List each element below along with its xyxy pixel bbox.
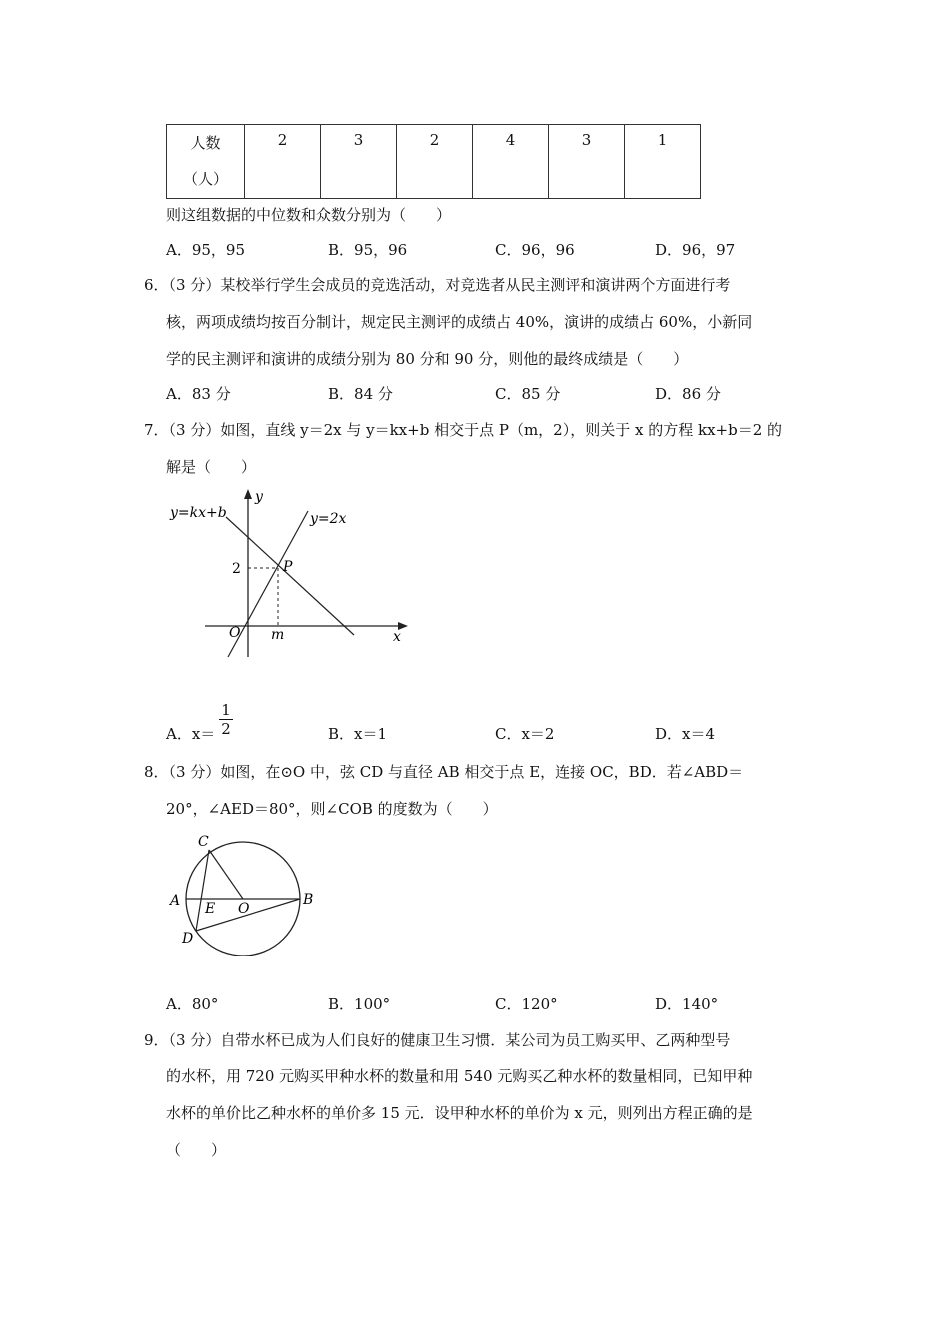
- label-D: D: [182, 931, 194, 947]
- q8-line2: 20°，∠AED＝80°，则∠COB 的度数为（ ）: [166, 800, 498, 818]
- label-m: m: [271, 627, 285, 643]
- label-x: x: [393, 629, 401, 645]
- table-cell: 3: [549, 125, 625, 199]
- q5-option-b: B．95，96: [328, 241, 408, 259]
- q7-line1: 7．（3 分）如图，直线 y＝2x 与 y＝kx+b 相交于点 P（m，2），则关于 x 的方程 kx+b＝2 的: [144, 421, 783, 439]
- y-axis-arrow: [244, 489, 252, 499]
- table-row-header: [167, 125, 245, 199]
- label-A: A: [170, 893, 181, 909]
- q5-option-d: D．96，97: [655, 241, 736, 259]
- q6-option-b: B．84 分: [328, 385, 393, 403]
- q8-circle-figure: [160, 826, 330, 956]
- table-cell: 4: [473, 125, 549, 199]
- label-C: C: [198, 834, 209, 850]
- q7-line-graph: [160, 485, 420, 665]
- q8-line1: 8．（3 分）如图，在⊙O 中，弦 CD 与直径 AB 相交于点 E，连接 OC，BD．若∠ABD＝: [144, 763, 744, 781]
- row-label-line2: （人）: [182, 170, 228, 188]
- q6-line1: 6．（3 分）某校举行学生会成员的竞选活动，对竞选者从民主测评和演讲两个方面进行考: [144, 276, 731, 294]
- q7-option-b: B．x＝1: [328, 725, 388, 743]
- q6-option-d: D．86 分: [655, 385, 721, 403]
- q5-option-a: A．95，95: [166, 241, 246, 259]
- label-y: y: [255, 489, 263, 505]
- q7-option-a-prefix: A．x＝: [166, 725, 216, 743]
- frequency-table: [166, 124, 701, 199]
- label-origin: O: [229, 625, 241, 641]
- label-B: B: [303, 892, 314, 908]
- chord-CD: [196, 850, 209, 931]
- q6-option-a: A．83 分: [166, 385, 231, 403]
- line-y-kx-b: [226, 517, 354, 635]
- q9-line3: 水杯的单价比乙种水杯的单价多 15 元．设甲种水杯的单价为 x 元，则列出方程正确的是: [166, 1104, 753, 1122]
- q9-line1: 9．（3 分）自带水杯已成为人们良好的健康卫生习惯．某公司为员工购买甲、乙两种型号: [144, 1031, 731, 1049]
- q8-option-b: B．100°: [328, 995, 391, 1013]
- label-O: O: [238, 901, 250, 917]
- q6-line3: 学的民主测评和演讲的成绩分别为 80 分和 90 分，则他的最终成绩是（ ）: [166, 350, 689, 368]
- table-cell: 3: [321, 125, 397, 199]
- table-row: [167, 125, 701, 199]
- q7-option-a-numerator: 1: [221, 701, 231, 719]
- label-E: E: [205, 901, 216, 917]
- q6-option-c: C．85 分: [495, 385, 561, 403]
- label-2: 2: [232, 561, 241, 577]
- q5-stem: 则这组数据的中位数和众数分别为（ ）: [166, 206, 452, 224]
- q7-option-a-denominator: 2: [221, 720, 231, 738]
- q8-option-d: D．140°: [655, 995, 719, 1013]
- q6-line2: 核，两项成绩均按百分制计，规定民主测评的成绩占 40%，演讲的成绩占 60%，小新同: [166, 313, 753, 331]
- q9-line2: 的水杯，用 720 元购买甲种水杯的数量和用 540 元购买乙种水杯的数量相同，已知甲种: [166, 1067, 753, 1085]
- segment-OC: [209, 850, 243, 899]
- label-y-2x: y=2x: [310, 511, 347, 527]
- q7-option-d: D．x＝4: [655, 725, 716, 743]
- label-P: P: [283, 559, 293, 575]
- q8-option-c: C．120°: [495, 995, 558, 1013]
- q5-option-c: C．96，96: [495, 241, 575, 259]
- label-y-kx-b: y=kx+b: [170, 505, 227, 521]
- table-cell: 1: [625, 125, 701, 199]
- q7-option-c: C．x＝2: [495, 725, 555, 743]
- row-label-line1: 人数: [190, 134, 221, 152]
- table-cell: 2: [245, 125, 321, 199]
- q8-option-a: A．80°: [166, 995, 219, 1013]
- q7-line2: 解是（ ）: [166, 458, 257, 476]
- q9-line4: （ ）: [166, 1141, 227, 1159]
- table-cell: 2: [397, 125, 473, 199]
